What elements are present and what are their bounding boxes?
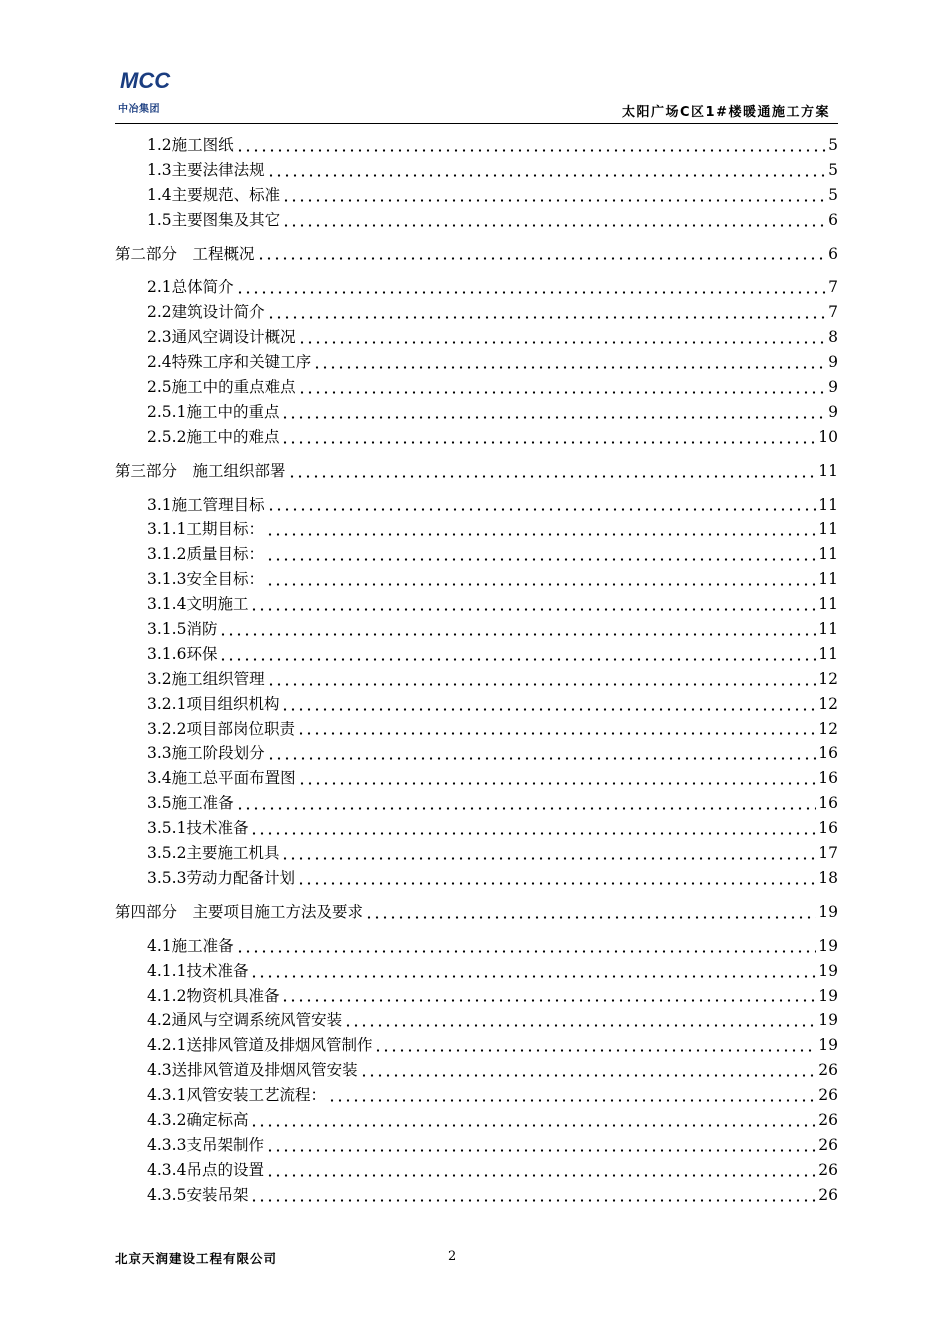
toc-entry-page: 26 — [818, 1160, 838, 1179]
toc-entry-page: 19 — [818, 936, 838, 955]
toc-leader-dots — [267, 674, 817, 686]
table-of-contents — [115, 133, 838, 1208]
toc-entry-page: 12 — [818, 669, 838, 688]
toc-leader-dots — [266, 1165, 816, 1177]
toc-entry[interactable] — [115, 1108, 838, 1133]
toc-entry-page: 19 — [818, 986, 838, 1005]
toc-leader-dots — [267, 499, 817, 511]
toc-leader-dots — [267, 748, 817, 760]
toc-entry-page: 11 — [818, 570, 838, 589]
toc-entry-label: 2.2建筑设计简介 — [147, 303, 265, 322]
toc-entry-page: 26 — [818, 1110, 838, 1129]
toc-entry-page: 6 — [828, 244, 838, 263]
toc-entry[interactable] — [115, 959, 838, 984]
toc-entry-page: 17 — [818, 844, 838, 863]
toc-entry-page: 19 — [818, 961, 838, 980]
toc-entry[interactable] — [115, 1158, 838, 1183]
toc-entry-page: 11 — [818, 461, 838, 480]
toc-leader-dots — [257, 248, 827, 260]
toc-entry[interactable] — [115, 1008, 838, 1033]
toc-entry-label: 3.1.2质量目标： — [147, 545, 264, 564]
toc-leader-dots — [281, 699, 816, 711]
toc-entry-label: 第二部分 工程概况 — [115, 244, 255, 263]
toc-leader-dots — [236, 282, 826, 294]
toc-entry-page: 12 — [818, 694, 838, 713]
toc-leader-dots — [250, 1115, 816, 1127]
toc-entry[interactable] — [115, 493, 838, 518]
toc-entry-label: 1.4主要规范、标准 — [147, 185, 281, 204]
toc-entry-page: 12 — [818, 719, 838, 738]
toc-entry-label: 3.2施工组织管理 — [147, 669, 265, 688]
toc-leader-dots — [281, 407, 826, 419]
toc-entry-label: 4.1施工准备 — [147, 936, 234, 955]
toc-leader-dots — [250, 1190, 816, 1202]
toc-entry-page: 9 — [828, 378, 838, 397]
toc-leader-dots — [297, 723, 816, 735]
toc-entry[interactable] — [115, 984, 838, 1009]
toc-entry-page: 7 — [828, 303, 838, 322]
toc-entry[interactable] — [115, 325, 838, 350]
mcc-logo-icon — [118, 66, 178, 96]
footer-page-number: 2 — [448, 1249, 457, 1264]
toc-entry[interactable] — [115, 542, 838, 567]
toc-leader-dots — [281, 432, 816, 444]
toc-entry[interactable] — [115, 375, 838, 400]
toc-entry[interactable] — [115, 133, 838, 158]
toc-entry-label: 3.1.5消防 — [147, 620, 218, 639]
toc-entry-label: 4.2通风与空调系统风管安装 — [147, 1011, 343, 1030]
toc-leader-dots — [281, 848, 816, 860]
toc-entry-label: 2.3通风空调设计概况 — [147, 328, 296, 347]
toc-leader-dots — [313, 357, 826, 369]
logo-text: MCC — [120, 68, 171, 93]
document-title: 太阳广场C区1#楼暖通施工方案 — [622, 105, 830, 120]
toc-leader-dots — [250, 599, 816, 611]
toc-entry[interactable] — [115, 766, 838, 791]
toc-entry[interactable] — [115, 717, 838, 742]
toc-leader-dots — [266, 574, 816, 586]
toc-entry-page: 19 — [818, 1011, 838, 1030]
toc-entry-label: 3.5.2主要施工机具 — [147, 844, 280, 863]
toc-entry[interactable] — [115, 866, 838, 891]
toc-leader-dots — [236, 941, 817, 953]
toc-entry-label: 2.4特殊工序和关键工序 — [147, 353, 312, 372]
toc-entry-page: 11 — [818, 520, 838, 539]
toc-entry[interactable] — [115, 841, 838, 866]
toc-entry-page: 16 — [818, 744, 838, 763]
toc-entry-label: 3.1施工管理目标 — [147, 495, 265, 514]
toc-entry-page: 9 — [828, 353, 838, 372]
toc-entry[interactable] — [115, 741, 838, 766]
toc-leader-dots — [266, 524, 816, 536]
toc-leader-dots — [360, 1065, 817, 1077]
toc-entry-page: 7 — [828, 278, 838, 297]
toc-entry-label: 4.1.1技术准备 — [147, 961, 249, 980]
toc-entry-label: 4.3.5安装吊架 — [147, 1185, 249, 1204]
toc-entry-label: 2.5.2施工中的难点 — [147, 427, 280, 446]
footer-company: 北京天润建设工程有限公司 — [115, 1251, 278, 1266]
toc-entry-label: 1.3主要法律法规 — [147, 160, 265, 179]
toc-entry[interactable] — [115, 300, 838, 325]
toc-entry-page: 11 — [818, 595, 838, 614]
toc-entry[interactable] — [115, 350, 838, 375]
toc-entry[interactable] — [115, 667, 838, 692]
toc-entry-page: 5 — [828, 160, 838, 179]
toc-entry[interactable] — [115, 183, 838, 208]
toc-leader-dots — [288, 466, 817, 478]
toc-leader-dots — [282, 215, 826, 227]
toc-entry-label: 3.2.1项目组织机构 — [147, 694, 280, 713]
toc-entry[interactable] — [115, 592, 838, 617]
toc-entry[interactable] — [115, 1183, 838, 1208]
toc-leader-dots — [374, 1040, 816, 1052]
toc-entry-page: 26 — [818, 1061, 838, 1080]
toc-entry-label: 4.3.2确定标高 — [147, 1110, 249, 1129]
toc-leader-dots — [328, 1090, 816, 1102]
toc-entry[interactable] — [115, 642, 838, 667]
toc-entry-label: 2.5施工中的重点难点 — [147, 378, 296, 397]
toc-entry[interactable] — [115, 517, 838, 542]
toc-entry[interactable] — [115, 816, 838, 841]
toc-entry-label: 第三部分 施工组织部署 — [115, 461, 286, 480]
toc-entry[interactable] — [115, 791, 838, 816]
header-divider — [115, 123, 838, 124]
toc-entry-label: 4.2.1送排风管道及排烟风管制作 — [147, 1036, 373, 1055]
toc-entry-page: 18 — [818, 868, 838, 887]
toc-entry-page: 26 — [818, 1135, 838, 1154]
toc-entry-page: 26 — [818, 1185, 838, 1204]
toc-entry[interactable] — [115, 617, 838, 642]
toc-leader-dots — [236, 798, 817, 810]
toc-entry-page: 16 — [818, 794, 838, 813]
toc-entry-page: 16 — [818, 819, 838, 838]
toc-section-entry[interactable] — [115, 242, 838, 267]
toc-entry[interactable] — [115, 567, 838, 592]
toc-leader-dots — [282, 190, 826, 202]
logo-subtitle: 中冶集团 — [118, 104, 160, 115]
toc-entry-page: 8 — [828, 328, 838, 347]
toc-entry-label: 1.2施工图纸 — [147, 136, 234, 154]
toc-entry-page: 16 — [818, 769, 838, 788]
toc-leader-dots — [250, 823, 816, 835]
toc-leader-dots — [267, 307, 826, 319]
toc-leader-dots — [219, 649, 816, 661]
toc-entry[interactable] — [115, 692, 838, 717]
toc-entry[interactable] — [115, 934, 838, 959]
toc-entry-label: 3.5施工准备 — [147, 794, 234, 813]
toc-entry-label: 2.5.1施工中的重点 — [147, 402, 280, 421]
toc-leader-dots — [298, 382, 826, 394]
toc-entry-page: 5 — [828, 136, 838, 154]
toc-entry-label: 1.5主要图集及其它 — [147, 210, 281, 229]
toc-entry[interactable] — [115, 1133, 838, 1158]
toc-leader-dots — [236, 140, 826, 152]
toc-entry[interactable] — [115, 1033, 838, 1058]
toc-entry-label: 3.5.1技术准备 — [147, 819, 249, 838]
toc-entry-label: 4.3.3支吊架制作 — [147, 1135, 264, 1154]
toc-leader-dots — [267, 165, 826, 177]
toc-leader-dots — [298, 773, 817, 785]
toc-entry-page: 11 — [818, 495, 838, 514]
toc-entry-label: 3.4施工总平面布置图 — [147, 769, 296, 788]
toc-entry-label: 3.1.4文明施工 — [147, 595, 249, 614]
toc-leader-dots — [344, 1015, 816, 1027]
toc-entry-label: 3.1.6环保 — [147, 644, 218, 663]
toc-entry[interactable] — [115, 158, 838, 183]
toc-entry[interactable] — [115, 275, 838, 300]
toc-entry-label: 3.3施工阶段划分 — [147, 744, 265, 763]
toc-section-entry[interactable] — [115, 900, 838, 925]
toc-entry[interactable] — [115, 1083, 838, 1108]
toc-entry[interactable] — [115, 208, 838, 233]
toc-entry-label: 第四部分 主要项目施工方法及要求 — [115, 902, 364, 921]
toc-entry-label: 3.2.2项目部岗位职责 — [147, 719, 295, 738]
toc-leader-dots — [266, 549, 816, 561]
toc-entry-page: 5 — [828, 185, 838, 204]
toc-entry-page: 11 — [818, 644, 838, 663]
toc-entry-page: 9 — [828, 402, 838, 421]
toc-entry-page: 6 — [828, 210, 838, 229]
toc-entry[interactable] — [115, 1058, 838, 1083]
toc-entry-label: 3.1.1工期目标： — [147, 520, 264, 539]
toc-entry-label: 3.1.3安全目标： — [147, 570, 264, 589]
toc-leader-dots — [281, 990, 816, 1002]
toc-leader-dots — [266, 1140, 816, 1152]
toc-entry-page: 19 — [818, 902, 838, 921]
toc-entry[interactable] — [115, 400, 838, 425]
toc-entry-page: 10 — [818, 427, 838, 446]
toc-entry-page: 11 — [818, 545, 838, 564]
toc-leader-dots — [365, 907, 816, 919]
toc-entry-page: 26 — [818, 1086, 838, 1105]
toc-leader-dots — [250, 966, 816, 978]
toc-entry-label: 4.3.4吊点的设置 — [147, 1160, 264, 1179]
toc-section-entry[interactable] — [115, 459, 838, 484]
toc-entry-label: 3.5.3劳动力配备计划 — [147, 868, 295, 887]
toc-entry-label: 4.3.1风管安装工艺流程： — [147, 1086, 326, 1105]
toc-leader-dots — [298, 332, 826, 344]
toc-entry-label: 4.1.2物资机具准备 — [147, 986, 280, 1005]
toc-entry-page: 11 — [818, 620, 838, 639]
toc-leader-dots — [297, 873, 816, 885]
toc-leader-dots — [219, 624, 816, 636]
company-logo — [118, 66, 178, 116]
toc-entry-label: 2.1总体简介 — [147, 278, 234, 297]
toc-entry-label: 4.3送排风管道及排烟风管安装 — [147, 1061, 358, 1080]
toc-entry-page: 19 — [818, 1036, 838, 1055]
toc-entry[interactable] — [115, 425, 838, 450]
